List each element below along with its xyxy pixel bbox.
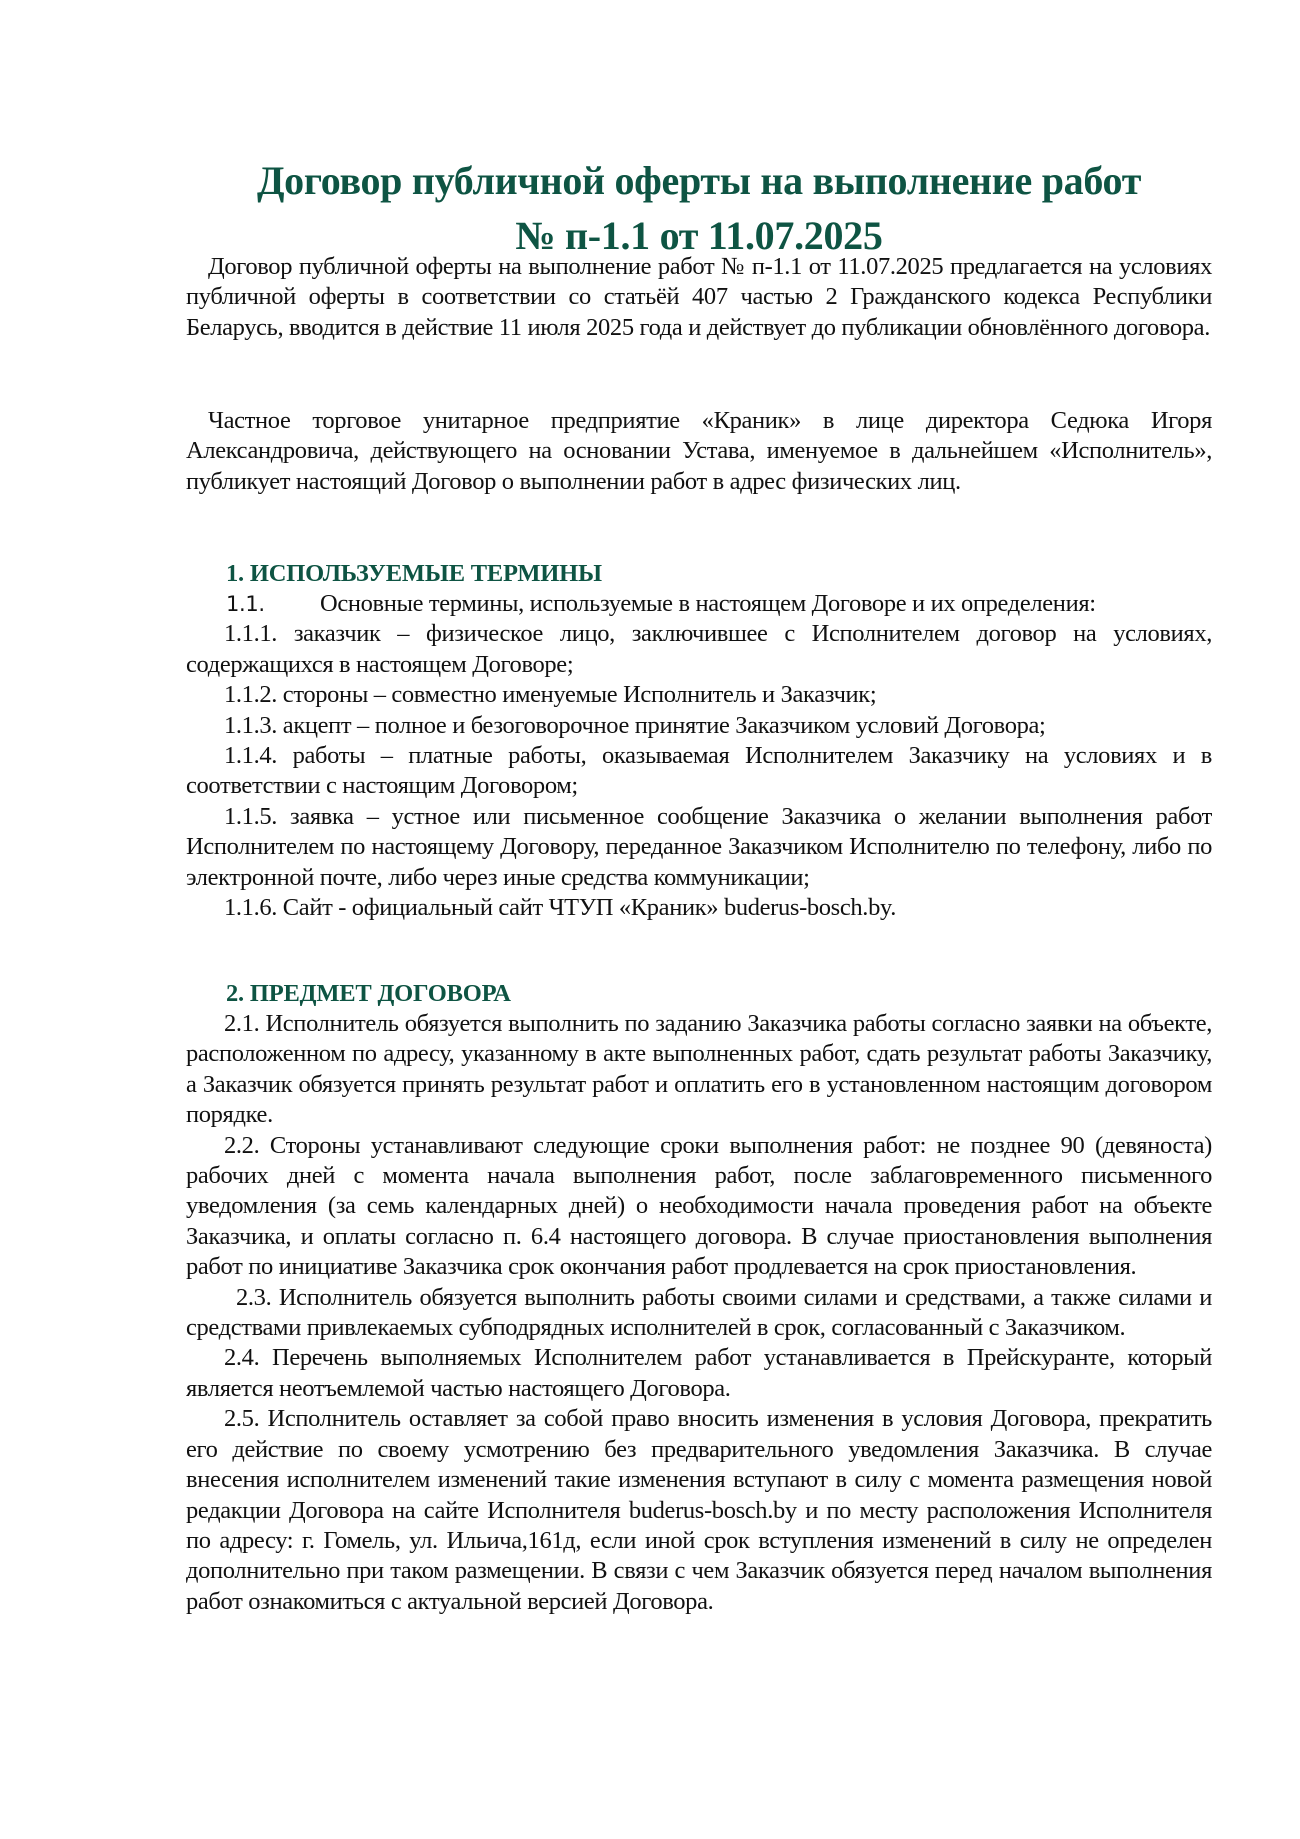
clause-item: 2.3. Исполнитель обязуется выполнить работы своими силами и средствами, а также силами и средствами привлекаемых субподрядных исполнителей в срок, согласованный с Заказчиком. (186, 1283, 1212, 1342)
term-item: 1.1.2. стороны – совместно именуемые Исполнитель и Заказчик; (224, 681, 877, 709)
term-item: 1.1.4. работы – платные работы, оказываемая Исполнителем Заказчику на условиях и в соответствии с настоящим Договором; (186, 742, 1212, 800)
subheading-text: Основные термины, используемые в настоящем Договоре и их определения: (320, 590, 1096, 617)
intro-paragraph-2: Частное торговое унитарное предприятие «Краник» в лице директора Седюка Игоря Александровича, действующего на основании Устава, именуемое в дальнейшем «Исполнитель», публикует настоящий Договор о выполнении работ в адрес физических лиц. (186, 407, 1212, 495)
term-item: 1.1.5. заявка – устное или письменное сообщение Заказчика о желании выполнения работ Исполнителем по настоящему Договору, переданное Заказчиком Исполнителю по телефону, либо по электронной почте, либо через иные средства коммуникации; (186, 802, 1212, 891)
document-title (186, 153, 1212, 263)
clause-item: 2.5. Исполнитель оставляет за собой право вносить изменения в условия Договора, прекратить его действие по своему усмотрению без предварительного уведомления Заказчика. В случае внесения исполнителем изменений такие изменения вступают в силу с момента размещения новой редакции Договора на сайте Исполнителя buderus-bosch.by и по месту расположения Исполнителя по адресу: г. Гомель, ул. Ильича,161д, если иной срок вступления изменений в силу не определен дополнительно при таком размещении. В связи с чем Заказчик обязуется перед началом выполнения работ ознакомиться с актуальной версией Договора. (186, 1405, 1212, 1615)
section-2 (186, 979, 1212, 1617)
clause-item: 2.2. Стороны устанавливают следующие сроки выполнения работ: не позднее 90 (девяноста) рабочих дней с момента начала выполнения работ, после заблаговременного письменного уведомления (за семь календарных дней) о необходимости начала проведения работ на объекте Заказчика, и оплаты согласно п. 6.4 настоящего договора. В случае приостановления выполнения работ по инициативе Заказчика срок окончания работ продлевается на срок приостановления. (186, 1131, 1212, 1281)
clause-item: 2.4. Перечень выполняемых Исполнителем работ устанавливается в Прейскуранте, который является неотъемлемой частью настоящего Договора. (186, 1344, 1212, 1402)
term-item: 1.1.6. Сайт - официальный сайт ЧТУП «Краник» buderus-bosch.by. (224, 894, 897, 922)
title-line-1: Договор публичной оферты на выполнение работ (256, 157, 1142, 203)
clause-item: 2.1. Исполнитель обязуется выполнить по заданию Заказчика работы согласно заявки на объекте, расположенном по адресу, указанному в акте выполненных работ, сдать результат работы Заказчику, а Заказчик обязуется принять результат работ и оплатить его в установленном настоящим договором порядке. (186, 1010, 1212, 1129)
intro-paragraph-1: Договор публичной оферты на выполнение работ № п-1.1 от 11.07.2025 предлагается на условиях публичной оферты в соответствии со статьёй 407 частью 2 Гражданского кодекса Республики Беларусь, вводится в действие 11 июля 2025 года и действует до публикации обновлённого договора. (186, 253, 1212, 341)
section-heading: 1. ИСПОЛЬЗУЕМЫЕ ТЕРМИНЫ (226, 560, 602, 587)
subheading-1-1 (186, 589, 1212, 619)
subheading-number: 1.1. (226, 592, 265, 616)
term-item: 1.1.3. акцепт – полное и безоговорочное принятие Заказчиком условий Договора; (224, 711, 1046, 739)
title-line-2: № п-1.1 от 11.07.2025 (515, 212, 883, 258)
section-1 (186, 559, 1212, 923)
section-heading: 2. ПРЕДМЕТ ДОГОВОРА (226, 980, 511, 1007)
term-item: 1.1.1. заказчик – физическое лицо, заключившее с Исполнителем договор на условиях, содержащихся в настоящем Договоре; (186, 620, 1212, 678)
